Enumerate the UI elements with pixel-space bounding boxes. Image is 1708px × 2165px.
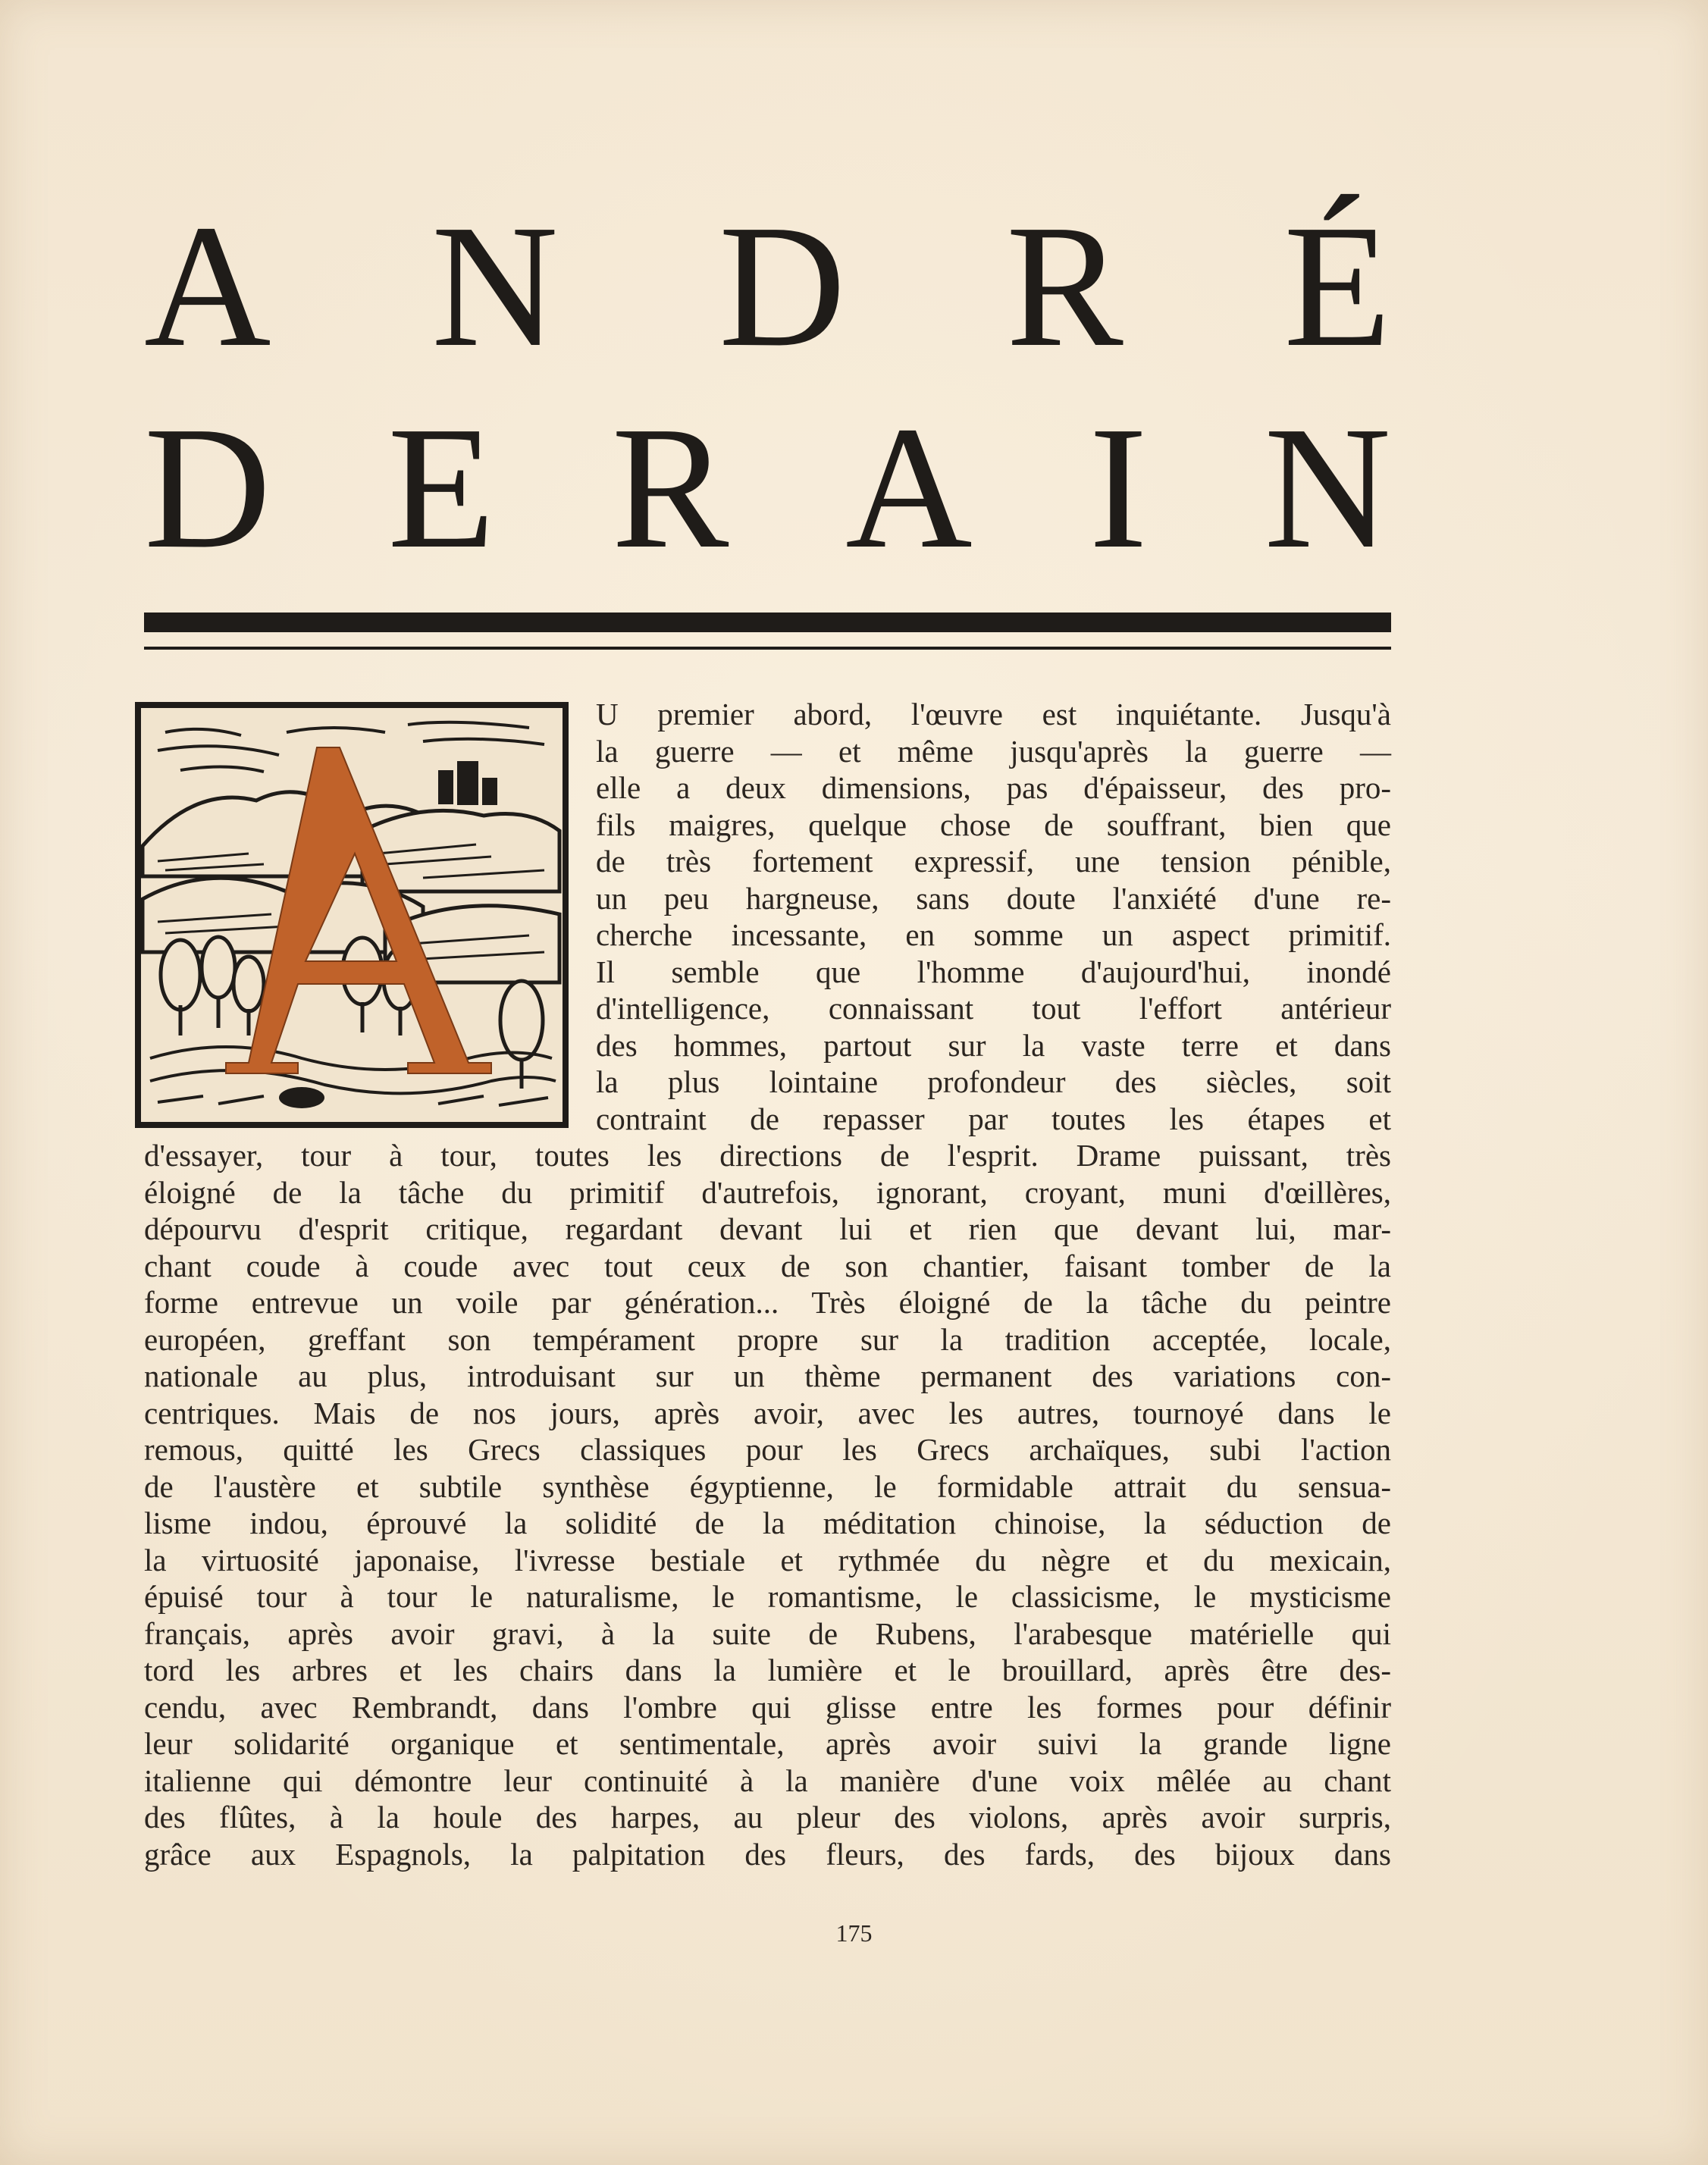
text-line: la plus lointaine profondeur des siècles, soit: [596, 1064, 1391, 1099]
text-line: remous, quitté les Grecs classiques pour les Grecs archaïques, subi l'action: [144, 1432, 1391, 1467]
text-line: forme entrevue un voile par génération... Très éloigné de la tâche du peintre: [144, 1285, 1391, 1320]
text-line: des hommes, partout sur la vaste terre et dans: [596, 1027, 1391, 1063]
text-line: lisme indou, éprouvé la solidité de la méditation chinoise, la séduction de: [144, 1505, 1391, 1540]
text-line: dépourvu d'esprit critique, regardant devant lui et rien que devant lui, mar-: [144, 1211, 1391, 1246]
text-line: de très fortement expressif, une tension pénible,: [596, 844, 1391, 879]
text-line: la virtuosité japonaise, l'ivresse bestiale et rythmée du nègre et du mexicain,: [144, 1542, 1391, 1578]
title-letter: E: [387, 390, 495, 585]
text-line: français, après avoir gravi, à la suite de Rubens, l'arabesque matérielle qui: [144, 1615, 1391, 1651]
title-letter: N: [1264, 390, 1391, 585]
text-line: un peu hargneuse, sans doute l'anxiété d'une re-: [596, 880, 1391, 916]
title-letter: R: [1006, 189, 1124, 384]
title-rule-thick: [144, 613, 1391, 632]
text-line: italienne qui démontre leur continuité à la manière d'une voix mêlée au chant: [144, 1762, 1391, 1798]
dropcap-woodcut: [135, 702, 569, 1128]
lead-paragraph-block: [596, 696, 1391, 1137]
text-line: Il semble que l'homme d'aujourd'hui, inondé: [596, 954, 1391, 989]
title-letter: R: [611, 390, 729, 585]
title-letter: É: [1283, 189, 1391, 384]
text-line: nationale au plus, introduisant sur un thème permanent des variations con-: [144, 1358, 1391, 1393]
text-line: d'essayer, tour à tour, toutes les directions de l'esprit. Drame puissant, très: [144, 1138, 1391, 1173]
page-number: 175: [835, 1919, 873, 1947]
text-line: européen, greffant son tempérament propre sur la tradition acceptée, locale,: [144, 1321, 1391, 1357]
title-letter: D: [144, 390, 271, 585]
text-line: d'intelligence, connaissant tout l'effort antérieur: [596, 991, 1391, 1026]
title-line-1: [144, 189, 1391, 384]
title-letter: A: [845, 390, 973, 585]
text-line: des flûtes, à la houle des harpes, au pleur des violons, après avoir surpris,: [144, 1800, 1391, 1834]
text-line: grâce aux Espagnols, la palpitation des fleurs, des fards, des bijoux dans: [144, 1836, 1391, 1872]
text-line: leur solidarité organique et sentimentale, après avoir suivi la grande ligne: [144, 1726, 1391, 1761]
full-width-paragraph-block: [144, 1137, 1391, 1872]
text-line: éloigné de la tâche du primitif d'autrefois, ignorant, croyant, muni d'œillères,: [144, 1174, 1391, 1210]
title-rule-thin: [144, 647, 1391, 650]
text-line: cherche incessante, en somme un aspect primitif.: [596, 917, 1391, 952]
text-line: U premier abord, l'œuvre est inquiétante. Jusqu'à: [596, 697, 1391, 732]
title-letter: I: [1089, 390, 1148, 585]
title-letter: D: [719, 189, 846, 384]
text-line: tord les arbres et les chairs dans la lumière et le brouillard, après être des-: [144, 1653, 1391, 1687]
text-line: centriques. Mais de nos jours, après avoir, avec les autres, tournoyé dans le: [144, 1395, 1391, 1430]
text-line: cendu, avec Rembrandt, dans l'ombre qui glisse entre les formes pour définir: [144, 1689, 1391, 1725]
title-letter: N: [431, 189, 559, 384]
text-line: fils maigres, quelque chose de souffrant, bien que: [596, 807, 1391, 842]
text-line: contraint de repasser par toutes les étapes et: [596, 1101, 1391, 1136]
text-line: chant coude à coude avec tout ceux de son chantier, faisant tomber de la: [144, 1248, 1391, 1283]
title-letter: A: [144, 189, 271, 384]
text-line: de l'austère et subtile synthèse égyptienne, le formidable attrait du sensua-: [144, 1468, 1391, 1504]
text-line: la guerre — et même jusqu'après la guerre —: [596, 733, 1391, 769]
text-line: épuisé tour à tour le naturalisme, le romantisme, le classicisme, le mysticisme: [144, 1579, 1391, 1614]
title-line-2: [144, 390, 1391, 585]
text-line: elle a deux dimensions, pas d'épaisseur, des pro-: [596, 770, 1391, 805]
